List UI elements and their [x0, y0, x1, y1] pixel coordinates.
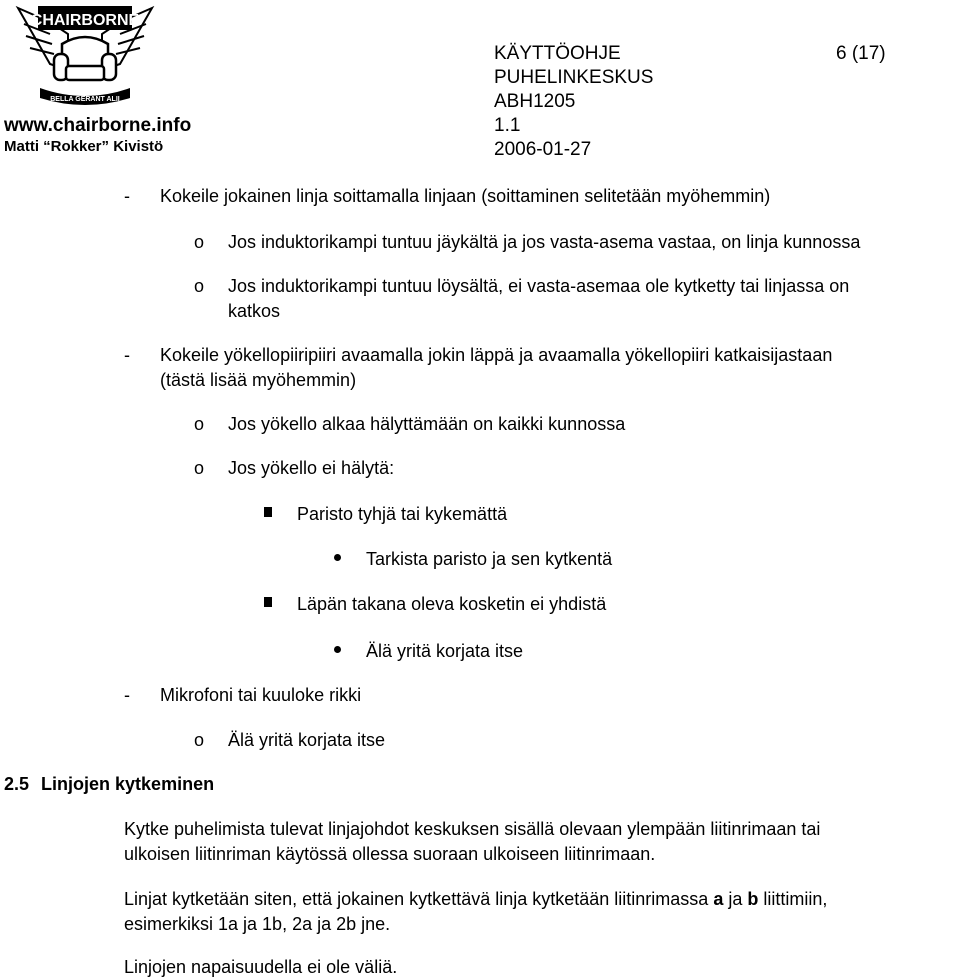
list-item-1-sub-2-line-1: Jos induktorikampi tuntuu löysältä, ei vasta-asemaa ole kytketty tai linjassa on: [228, 276, 850, 296]
circle-bullet: o: [194, 730, 205, 750]
square-bullet-icon: [264, 597, 272, 607]
circle-bullet: o: [194, 458, 205, 478]
circle-bullet: o: [194, 276, 205, 296]
list-dash: -: [124, 345, 130, 365]
round-bullet-icon: [334, 554, 341, 561]
paragraph-3: Linjojen napaisuudella ei ole väliä.: [124, 957, 398, 977]
square-bullet-icon: [264, 507, 272, 517]
version-number: 1.1: [494, 115, 521, 136]
list-item-2-sub-2-a-1: Tarkista paristo ja sen kytkentä: [366, 549, 613, 569]
terminal-a: a: [713, 889, 724, 909]
list-item-2-line-1: Kokeile yökellopiiripiiri avaamalla jokin läppä ja avaamalla yökellopiiri katkaisijastaan: [160, 345, 833, 365]
product-name: PUHELINKESKUS: [494, 67, 654, 88]
circle-bullet: o: [194, 232, 205, 252]
list-item-2-sub-1: Jos yökello alkaa hälyttämään on kaikki kunnossa: [228, 414, 626, 434]
paragraph-2-line-1: [124, 888, 827, 910]
list-item-1-sub-1: Jos induktorikampi tuntuu jäykältä ja jos vasta-asema vastaa, on linja kunnossa: [228, 232, 861, 252]
list-item-2-sub-2-b-1: Älä yritä korjata itse: [366, 641, 524, 661]
list-item-2-sub-2-a: Paristo tyhjä tai kykemättä: [297, 504, 508, 524]
model-number: ABH1205: [494, 91, 576, 112]
website-url: www.chairborne.info: [4, 115, 192, 136]
list-item-3-sub-1: Älä yritä korjata itse: [228, 730, 386, 750]
round-bullet-icon: [334, 646, 341, 653]
paragraph-1-line-2: ulkoisen liitinriman käytössä ollessa suoraan ulkoiseen liitinrimaan.: [124, 844, 656, 864]
list-item-3: Mikrofoni tai kuuloke rikki: [160, 685, 362, 705]
list-item-2-line-2: (tästä lisää myöhemmin): [160, 370, 357, 390]
terminal-b: b: [747, 889, 759, 909]
paragraph-2-text: liittimiin,: [758, 889, 828, 909]
page-number: 6 (17): [836, 43, 886, 64]
list-dash: -: [124, 685, 130, 705]
list-item-2-sub-2: Jos yökello ei hälytä:: [228, 458, 395, 478]
list-item-1: Kokeile jokainen linja soittamalla linjaan (soittaminen selitetään myöhemmin): [160, 186, 771, 206]
logo-ribbon-text: BELLA GERANT ALII: [50, 96, 120, 103]
paragraph-1-line-1: Kytke puhelimista tulevat linjajohdot keskuksen sisällä olevaan ylempään liitinrimaan tai: [124, 819, 821, 839]
section-number: 2.5: [4, 774, 30, 794]
author-name: Matti “Rokker” Kivistö: [4, 138, 164, 155]
paragraph-2-text: ja: [723, 889, 748, 909]
section-title: Linjojen kytkeminen: [41, 774, 215, 794]
list-item-1-sub-2-line-2: katkos: [228, 301, 281, 321]
circle-bullet: o: [194, 414, 205, 434]
paragraph-2-text: Linjat kytketään siten, että jokainen kytkettävä linja kytketään liitinrimassa: [124, 889, 714, 909]
section-heading: [4, 773, 214, 795]
chairborne-logo: [10, 0, 160, 112]
document-date: 2006-01-27: [494, 139, 592, 160]
logo-text: CHAIRBORNE: [30, 12, 140, 29]
list-item-2-sub-2-b: Läpän takana oleva kosketin ei yhdistä: [297, 594, 607, 614]
list-dash: -: [124, 186, 130, 206]
armchair-icon: [54, 37, 116, 80]
paragraph-2-line-2: esimerkiksi 1a ja 1b, 2a ja 2b jne.: [124, 914, 391, 934]
doc-type: KÄYTTÖOHJE: [494, 43, 621, 64]
